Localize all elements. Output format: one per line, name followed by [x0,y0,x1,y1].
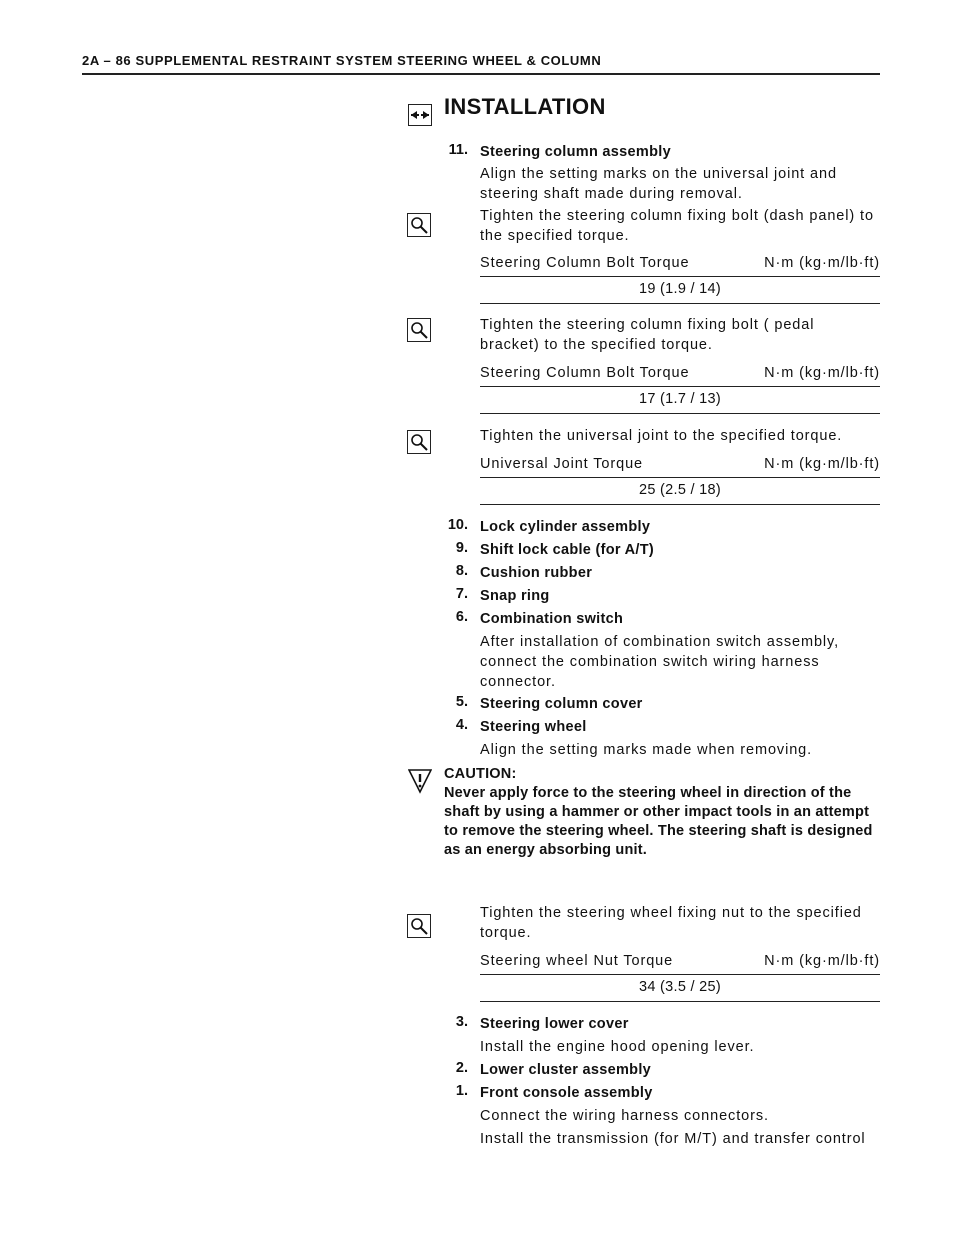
step-title: Snap ring [480,588,550,604]
caution-block [444,765,884,860]
step-number: 2. [455,1060,468,1076]
step-title: Steering lower cover [480,1016,629,1032]
step-number: 8. [455,563,468,579]
torque-value: 17 (1.7 / 13) [480,387,880,414]
page-header: 2A – 86 SUPPLEMENTAL RESTRAINT SYSTEM STEERING WHEEL & COLUMN [82,53,880,75]
step-title: Lock cylinder assembly [480,519,651,535]
step-text: Install the transmission (for M/T) and transfer control [480,1131,866,1147]
torque-instruction: Tighten the steering wheel fixing nut to the specified torque. [480,905,862,941]
install-arrows-icon [408,104,432,126]
step-text: Connect the wiring harness connectors. [480,1108,769,1124]
step-text: Align the setting marks made when removing. [480,742,813,758]
section-title: INSTALLATION [444,94,606,119]
torque-table [480,365,880,414]
step-title: Steering column cover [480,696,643,712]
torque-label: Steering Column Bolt Torque [480,255,690,271]
step-number: 3. [455,1014,468,1030]
step-title: Combination switch [480,611,624,627]
caution-title: CAUTION: [444,766,517,782]
torque-table [480,456,880,505]
step-number: 7. [455,586,468,602]
torque-unit: N·m (kg·m/lb·ft) [764,953,880,969]
caution-triangle-icon [408,768,432,799]
step-number: 4. [455,717,468,733]
step-number: 6. [455,609,468,625]
step-text: Install the engine hood opening lever. [480,1039,755,1055]
torque-unit: N·m (kg·m/lb·ft) [764,365,880,381]
torque-wrench-icon [407,213,431,237]
torque-label: Steering wheel Nut Torque [480,953,674,969]
step-title: Lower cluster assembly [480,1062,652,1078]
torque-instruction: Tighten the universal joint to the specified torque. [480,428,843,444]
torque-wrench-icon [407,430,431,454]
step-number: 10. [447,517,468,533]
step-title: Shift lock cable (for A/T) [480,542,655,558]
step-title: Front console assembly [480,1085,653,1101]
step-title: Steering column assembly [480,144,671,160]
step-title: Steering wheel [480,719,587,735]
torque-table [480,953,880,1002]
torque-wrench-icon [407,914,431,938]
torque-value: 19 (1.9 / 14) [480,277,880,304]
step-number: 11. [448,142,468,158]
torque-value: 25 (2.5 / 18) [480,478,880,505]
caution-text: Never apply force to the steering wheel in direction of the shaft by using a hammer or other impact tools in an attempt to remove the steering wheel. The steering shaft is designed as an energy absorbing unit. [444,785,873,858]
torque-table [480,255,880,304]
torque-unit: N·m (kg·m/lb·ft) [764,255,880,271]
torque-value: 34 (3.5 / 25) [480,975,880,1002]
torque-instruction: Tighten the steering column fixing bolt (dash panel) to the specified torque. [480,208,874,244]
torque-wrench-icon [407,318,431,342]
step-title: Cushion rubber [480,565,593,581]
torque-instruction: Tighten the steering column fixing bolt ( pedal bracket) to the specified torque. [480,317,815,353]
step-number: 5. [455,694,468,710]
step-number: 1. [455,1083,468,1099]
torque-unit: N·m (kg·m/lb·ft) [764,456,880,472]
step-number: 9. [455,540,468,556]
torque-label: Universal Joint Torque [480,456,643,472]
torque-label: Steering Column Bolt Torque [480,365,690,381]
step-text: Align the setting marks on the universal joint and steering shaft made during removal. [480,166,837,202]
step-text: After installation of combination switch assembly, connect the combination switch wiring harness connector. [480,634,840,690]
